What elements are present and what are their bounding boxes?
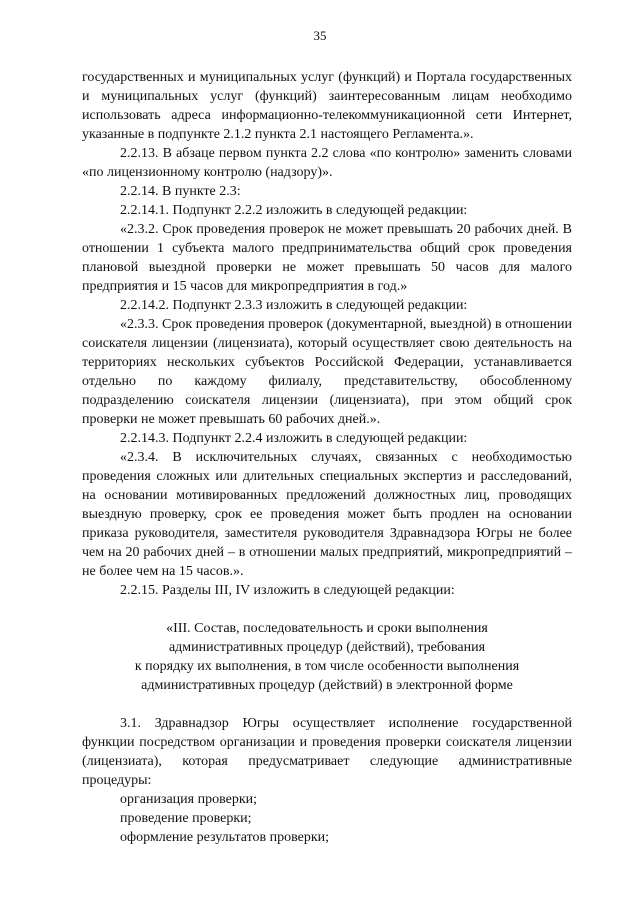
paragraph: 2.2.14.2. Подпункт 2.3.3 изложить в следующей редакции: [120, 298, 468, 313]
paragraph: 2.2.14. В пункте 2.3: [120, 184, 241, 199]
procedure-item: организация проверки; [120, 792, 258, 807]
paragraph: 2.2.14.3. Подпункт 2.2.4 изложить в следующей редакции: [120, 431, 468, 446]
paragraph: «2.3.2. Срок проведения проверок не может превышать 20 рабочих дней. В отношении 1 субъекта малого предпринимательства общий срок проведения плановой выездной проверки не может превышать 50 часов для малого предприятия и 15 часов для микропредприятия в год.» [82, 222, 572, 294]
body-text [82, 68, 572, 847]
paragraph: государственных и муниципальных услуг (функций) и Портала государственных и муниципальных услуг (функций) заинтересованным лицам необходимо использовать адреса информационно-телекоммуникационной сети Интернет, указанные в подпункте 2.1.2 пункта 2.1 настоящего Регламента.». [82, 70, 572, 142]
paragraph: «2.3.4. В исключительных случаях, связанных с необходимостью проведения сложных или длительных специальных экспертиз и расследований, на основании мотивированных предложений должностных лиц, проводящих выездную проверку, срок ее проведения может быть продлен на основании приказа руководителя, заместителя руководителя Здравнадзора Югры не более чем на 20 рабочих дней – в отношении малых предприятий, микропредприятий – не более чем на 15 часов.». [82, 450, 572, 579]
section-heading-line: «III. Состав, последовательность и сроки выполнения [166, 621, 488, 636]
paragraph: 2.2.14.1. Подпункт 2.2.2 изложить в следующей редакции: [120, 203, 468, 218]
section-heading-line: административных процедур (действий), требования [168, 640, 486, 655]
paragraph: 2.2.15. Разделы III, IV изложить в следующей редакции: [120, 583, 455, 598]
section-heading-line: к порядку их выполнения, в том числе особенности выполнения [134, 659, 520, 674]
procedure-item: проведение проверки; [120, 811, 252, 826]
procedure-item: оформление результатов проверки; [120, 830, 330, 845]
section-heading [82, 619, 572, 695]
paragraph: «2.3.3. Срок проведения проверок (документарной, выездной) в отношении соискателя лицензии (лицензиата), который осуществляет свою деятельность на территориях нескольких субъектов Российской Федерации, устанавливается отдельно по каждому филиалу, представительству, обособленному подразделению соискателя лицензии (лицензиата), при этом общий срок проверки не может превышать 60 рабочих дней.». [82, 317, 572, 427]
section-heading-line: административных процедур (действий) в электронной форме [141, 678, 513, 693]
page-number: 35 [313, 28, 327, 43]
paragraph: 3.1. Здравнадзор Югры осуществляет исполнение государственной функции посредством организации и проведения проверки соискателя лицензии (лицензиата), которая предусматривает следующие административные процедуры: [82, 716, 572, 788]
paragraph: 2.2.13. В абзаце первом пункта 2.2 слова «по контролю» заменить словами «по лицензионному контролю (надзору)». [82, 146, 572, 180]
